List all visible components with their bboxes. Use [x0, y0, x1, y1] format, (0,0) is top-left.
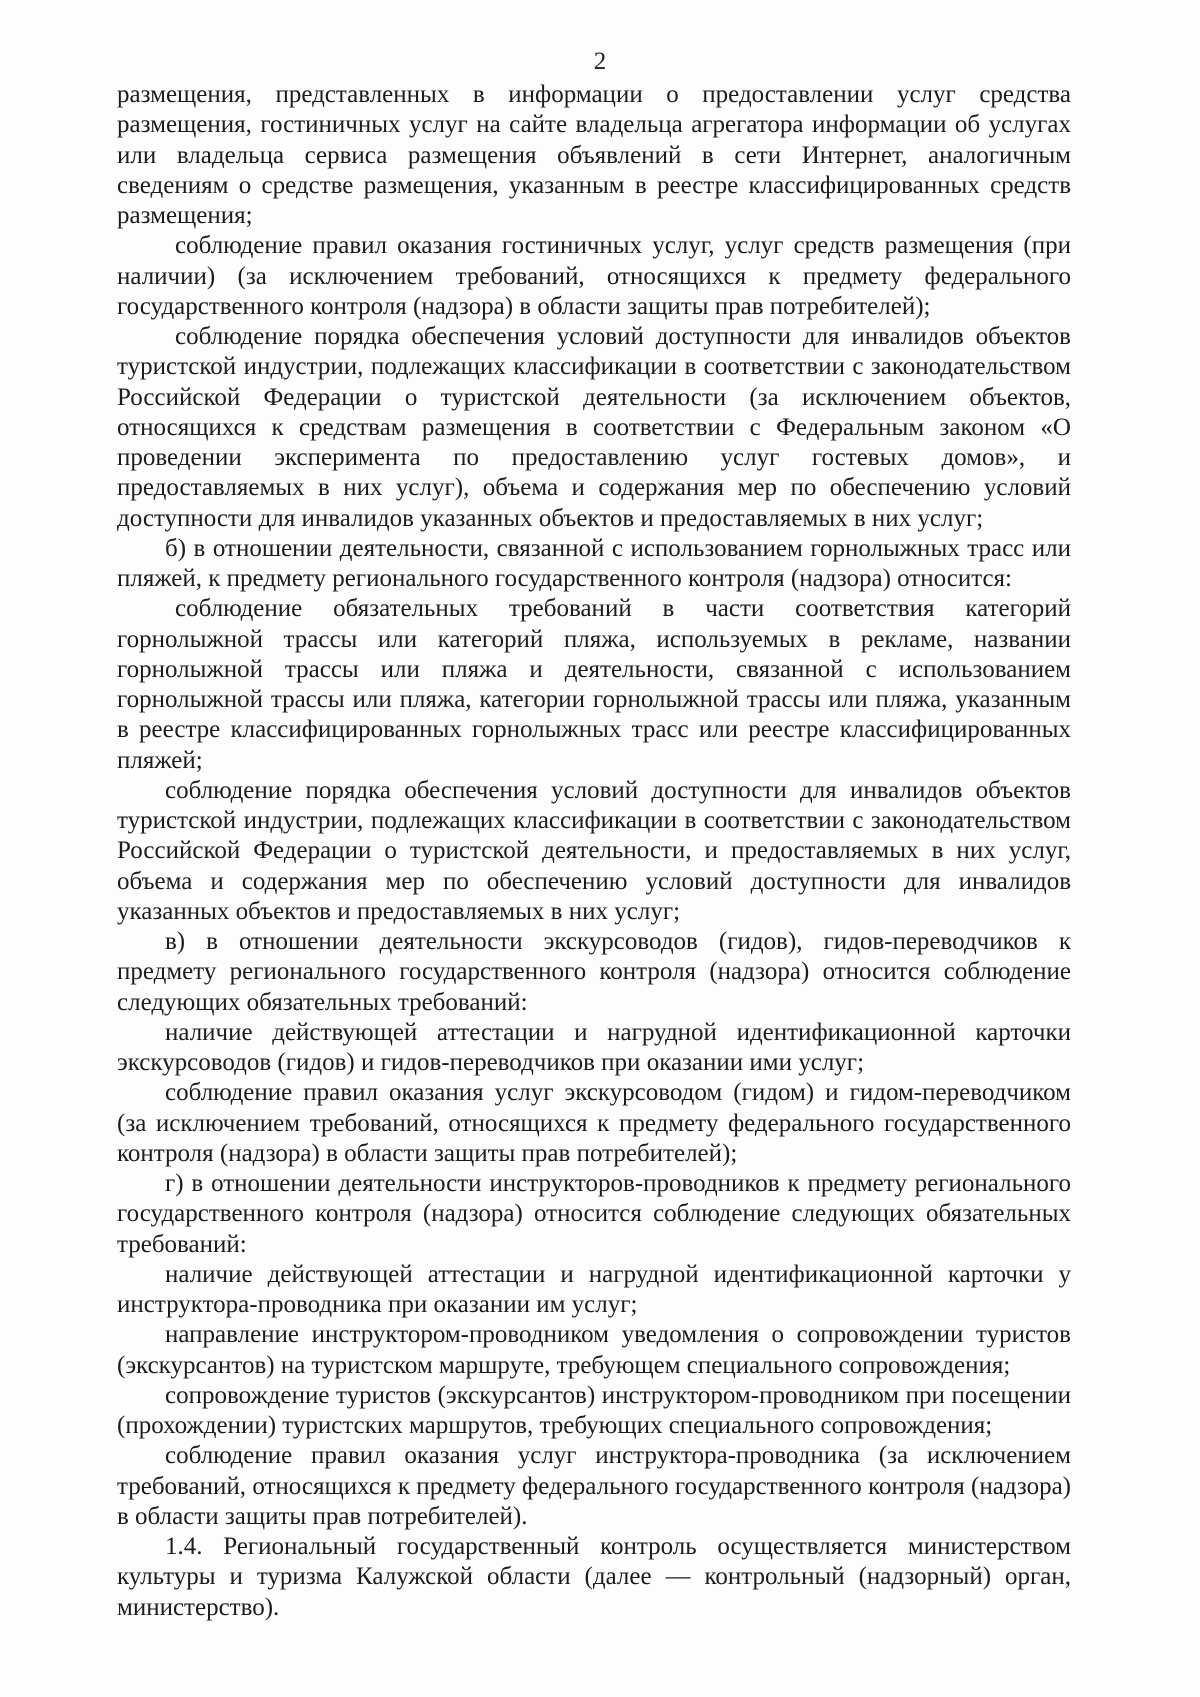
paragraph: наличие действующей аттестации и нагрудной идентификационной карточки экскурсоводов (гидов) и гидов-переводчиков при оказании ими услуг; — [117, 1018, 1071, 1076]
paragraph: соблюдение порядка обеспечения условий доступности для инвалидов объектов туристской индустрии, подлежащих классификации в соответствии с законодательством Российской Федерации о туристской деятельности, и предоставляемых в них услуг, объема и содержания мер по обеспечению условий доступности для инвалидов указанных объектов и предоставляемых в них услуг; — [117, 776, 1071, 925]
paragraph: размещения, представленных в информации о предоставлении услуг средства размещения, гостиничных услуг на сайте владельца агрегатора информации об услугах или владельца сервиса размещения объявлений в сети Интернет, аналогичным сведениям о средстве размещения, указанным в реестре классифицированных средств размещения; — [117, 81, 1071, 229]
paragraph: сопровождение туристов (экскурсантов) инструктором-проводником при посещении (прохождении) туристских маршрутов, требующих специального сопровождения; — [117, 1381, 1071, 1439]
paragraph: соблюдение порядка обеспечения условий доступности для инвалидов объектов туристской индустрии, подлежащих классификации в соответствии с законодательством Российской Федерации о туристской деятельности (за исключением объектов, относящихся к средствам размещения в соответствии с Федеральным законом «О проведении эксперимента по предоставлению услуг гостевых домов», и предоставляемых в них услуг), объема и содержания мер по обеспечению условий доступности для инвалидов указанных объектов и предоставляемых в них услуг; — [117, 323, 1071, 532]
paragraph: наличие действующей аттестации и нагрудной идентификационной карточки у инструктора-проводника при оказании им услуг; — [117, 1260, 1071, 1318]
paragraph: соблюдение обязательных требований в части соответствия категорий горнолыжной трассы или категорий пляжа, используемых в рекламе, названии горнолыжной трассы или пляжа и деятельности, связанной с использованием горнолыжной трассы или пляжа, категории горнолыжной трассы или пляжа, указанным в реестре классифицированных горнолыжных трасс или реестре классифицированных пляжей; — [117, 595, 1071, 774]
paragraph: 1.4. Региональный государственный контроль осуществляется министерством культуры и туризма Калужской области (далее — контрольный (надзорный) орган, министерство). — [117, 1533, 1071, 1621]
paragraph: направление инструктором-проводником уведомления о сопровождении туристов (экскурсантов) на туристском маршруте, требующем специального сопровождения; — [117, 1321, 1071, 1379]
paragraph: соблюдение правил оказания услуг инструктора-проводника (за исключением требований, относящихся к предмету федерального государственного контроля (надзора) в области защиты прав потребителей). — [117, 1442, 1071, 1530]
paragraph: в) в отношении деятельности экскурсоводов (гидов), гидов-переводчиков к предмету регионального государственного контроля (надзора) относится соблюдение следующих обязательных требований: — [117, 928, 1071, 1016]
paragraph: г) в отношении деятельности инструкторов-проводников к предмету регионального государственного контроля (надзора) относится соблюдение следующих обязательных требований: — [117, 1170, 1071, 1258]
paragraph: соблюдение правил оказания гостиничных услуг, услуг средств размещения (при наличии) (за исключением требований, относящихся к предмету федерального государственного контроля (надзора) в области защиты прав потребителей); — [117, 232, 1071, 320]
document-body — [117, 80, 1071, 1623]
page-number: 2 — [593, 48, 607, 75]
paragraph: соблюдение правил оказания услуг экскурсоводом (гидом) и гидом-переводчиком (за исключением требований, относящихся к предмету федерального государственного контроля (надзора) в области защиты прав потребителей); — [117, 1079, 1071, 1167]
paragraph: б) в отношении деятельности, связанной с использованием горнолыжных трасс или пляжей, к предмету регионального государственного контроля (надзора) относится: — [117, 534, 1071, 592]
